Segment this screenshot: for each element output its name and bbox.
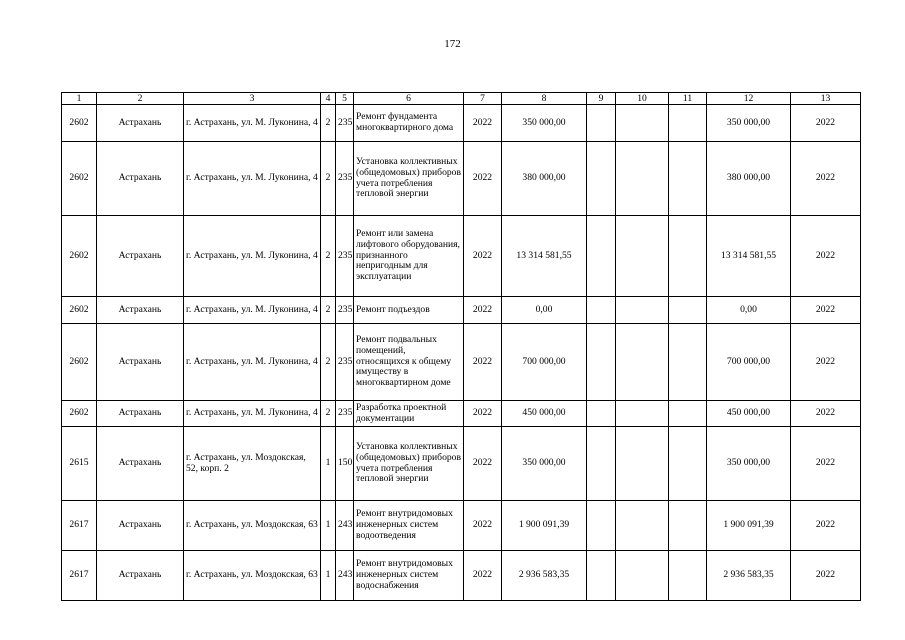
cell-col-5: 243 xyxy=(336,551,354,601)
cell-col-10 xyxy=(616,297,669,324)
cell-col-4: 2 xyxy=(321,324,336,401)
cell-number: 2617 xyxy=(62,501,97,551)
cell-address: г. Астрахань, ул. М. Луконина, 4 xyxy=(184,105,321,142)
cell-end-year: 2022 xyxy=(791,401,861,427)
cell-year: 2022 xyxy=(464,105,502,142)
cell-work-type: Ремонт подъездов xyxy=(354,297,464,324)
cell-end-year: 2022 xyxy=(791,551,861,601)
cell-col-9 xyxy=(587,427,616,501)
cell-col-10 xyxy=(616,105,669,142)
cell-city: Астрахань xyxy=(97,551,184,601)
cell-col-5: 235 xyxy=(336,105,354,142)
cell-total: 450 000,00 xyxy=(707,401,791,427)
cell-city: Астрахань xyxy=(97,324,184,401)
header-row xyxy=(62,93,861,105)
table-row xyxy=(62,105,861,142)
cell-year: 2022 xyxy=(464,324,502,401)
cell-address: г. Астрахань, ул. М. Луконина, 4 xyxy=(184,401,321,427)
cell-work-type: Ремонт внутридомовых инженерных систем водоотведения xyxy=(354,501,464,551)
cell-total: 2 936 583,35 xyxy=(707,551,791,601)
column-header: 6 xyxy=(354,93,464,105)
cell-cost: 380 000,00 xyxy=(502,142,587,216)
cell-number: 2602 xyxy=(62,105,97,142)
cell-col-4: 2 xyxy=(321,401,336,427)
cell-col-10 xyxy=(616,142,669,216)
cell-col-4: 1 xyxy=(321,501,336,551)
cell-year: 2022 xyxy=(464,427,502,501)
cell-col-4: 2 xyxy=(321,105,336,142)
cell-year: 2022 xyxy=(464,401,502,427)
cell-cost: 2 936 583,35 xyxy=(502,551,587,601)
table-row xyxy=(62,551,861,601)
cell-address: г. Астрахань, ул. Моздокская, 63 xyxy=(184,551,321,601)
cell-city: Астрахань xyxy=(97,501,184,551)
column-header: 7 xyxy=(464,93,502,105)
cell-col-11 xyxy=(669,501,707,551)
cell-col-9 xyxy=(587,216,616,297)
cell-end-year: 2022 xyxy=(791,501,861,551)
cell-end-year: 2022 xyxy=(791,142,861,216)
cell-col-5: 235 xyxy=(336,401,354,427)
cell-col-4: 2 xyxy=(321,216,336,297)
column-header: 3 xyxy=(184,93,321,105)
page-number: 172 xyxy=(444,38,461,50)
column-header: 9 xyxy=(587,93,616,105)
cell-cost: 350 000,00 xyxy=(502,427,587,501)
cell-work-type: Ремонт или замена лифтового оборудования, признанного непригодным для эксплуатации xyxy=(354,216,464,297)
cell-col-9 xyxy=(587,551,616,601)
cell-address: г. Астрахань, ул. Моздокская, 63 xyxy=(184,501,321,551)
cell-col-5: 235 xyxy=(336,216,354,297)
cell-col-10 xyxy=(616,427,669,501)
cell-end-year: 2022 xyxy=(791,427,861,501)
cell-total: 0,00 xyxy=(707,297,791,324)
cell-work-type: Ремонт фундамента многоквартирного дома xyxy=(354,105,464,142)
cell-city: Астрахань xyxy=(97,427,184,501)
cell-address: г. Астрахань, ул. М. Луконина, 4 xyxy=(184,142,321,216)
cell-number: 2615 xyxy=(62,427,97,501)
cell-col-10 xyxy=(616,501,669,551)
cell-cost: 700 000,00 xyxy=(502,324,587,401)
cell-total: 13 314 581,55 xyxy=(707,216,791,297)
cell-year: 2022 xyxy=(464,551,502,601)
table-row xyxy=(62,501,861,551)
cell-cost: 350 000,00 xyxy=(502,105,587,142)
cell-col-9 xyxy=(587,501,616,551)
cell-address: г. Астрахань, ул. М. Луконина, 4 xyxy=(184,297,321,324)
works-table xyxy=(61,92,861,601)
cell-col-4: 1 xyxy=(321,427,336,501)
cell-total: 350 000,00 xyxy=(707,427,791,501)
cell-col-5: 150 xyxy=(336,427,354,501)
table-row xyxy=(62,401,861,427)
column-header: 5 xyxy=(336,93,354,105)
cell-address: г. Астрахань, ул. М. Луконина, 4 xyxy=(184,324,321,401)
cell-city: Астрахань xyxy=(97,297,184,324)
column-header: 8 xyxy=(502,93,587,105)
table-row xyxy=(62,427,861,501)
cell-col-9 xyxy=(587,142,616,216)
cell-work-type: Разработка проектной документации xyxy=(354,401,464,427)
cell-col-10 xyxy=(616,324,669,401)
cell-col-11 xyxy=(669,297,707,324)
cell-end-year: 2022 xyxy=(791,216,861,297)
cell-city: Астрахань xyxy=(97,401,184,427)
cell-work-type: Установка коллективных (общедомовых) приборов учета потребления тепловой энергии xyxy=(354,427,464,501)
cell-col-11 xyxy=(669,142,707,216)
cell-work-type: Ремонт внутридомовых инженерных систем водоснабжения xyxy=(354,551,464,601)
column-header: 13 xyxy=(791,93,861,105)
cell-col-9 xyxy=(587,324,616,401)
column-header: 4 xyxy=(321,93,336,105)
cell-cost: 0,00 xyxy=(502,297,587,324)
cell-year: 2022 xyxy=(464,216,502,297)
cell-year: 2022 xyxy=(464,501,502,551)
cell-col-11 xyxy=(669,216,707,297)
cell-number: 2617 xyxy=(62,551,97,601)
cell-number: 2602 xyxy=(62,401,97,427)
column-header: 2 xyxy=(97,93,184,105)
cell-work-type: Установка коллективных (общедомовых) приборов учета потребления тепловой энергии xyxy=(354,142,464,216)
column-header: 10 xyxy=(616,93,669,105)
cell-total: 1 900 091,39 xyxy=(707,501,791,551)
cell-col-4: 1 xyxy=(321,551,336,601)
cell-city: Астрахань xyxy=(97,216,184,297)
cell-col-9 xyxy=(587,105,616,142)
cell-col-9 xyxy=(587,297,616,324)
cell-city: Астрахань xyxy=(97,142,184,216)
cell-col-5: 235 xyxy=(336,297,354,324)
cell-end-year: 2022 xyxy=(791,324,861,401)
cell-number: 2602 xyxy=(62,297,97,324)
cell-address: г. Астрахань, ул. Моздокская, 52, корп. 2 xyxy=(184,427,321,501)
cell-total: 350 000,00 xyxy=(707,105,791,142)
cell-total: 380 000,00 xyxy=(707,142,791,216)
cell-address: г. Астрахань, ул. М. Луконина, 4 xyxy=(184,216,321,297)
cell-city: Астрахань xyxy=(97,105,184,142)
cell-col-10 xyxy=(616,401,669,427)
cell-col-11 xyxy=(669,105,707,142)
column-header: 1 xyxy=(62,93,97,105)
table-row xyxy=(62,297,861,324)
table-row xyxy=(62,216,861,297)
cell-number: 2602 xyxy=(62,324,97,401)
cell-col-11 xyxy=(669,324,707,401)
column-header: 12 xyxy=(707,93,791,105)
cell-number: 2602 xyxy=(62,142,97,216)
table-row xyxy=(62,324,861,401)
cell-col-5: 235 xyxy=(336,142,354,216)
column-header: 11 xyxy=(669,93,707,105)
cell-number: 2602 xyxy=(62,216,97,297)
cell-end-year: 2022 xyxy=(791,105,861,142)
cell-cost: 450 000,00 xyxy=(502,401,587,427)
cell-col-9 xyxy=(587,401,616,427)
cell-cost: 1 900 091,39 xyxy=(502,501,587,551)
table-row xyxy=(62,142,861,216)
cell-work-type: Ремонт подвальных помещений, относящихся к общему имуществу в многоквартирном доме xyxy=(354,324,464,401)
cell-col-5: 235 xyxy=(336,324,354,401)
cell-col-4: 2 xyxy=(321,297,336,324)
cell-col-10 xyxy=(616,551,669,601)
cell-cost: 13 314 581,55 xyxy=(502,216,587,297)
cell-year: 2022 xyxy=(464,297,502,324)
cell-col-11 xyxy=(669,401,707,427)
cell-total: 700 000,00 xyxy=(707,324,791,401)
cell-col-11 xyxy=(669,551,707,601)
table-body xyxy=(62,105,861,601)
cell-end-year: 2022 xyxy=(791,297,861,324)
cell-year: 2022 xyxy=(464,142,502,216)
cell-col-11 xyxy=(669,427,707,501)
cell-col-10 xyxy=(616,216,669,297)
cell-col-5: 243 xyxy=(336,501,354,551)
cell-col-4: 2 xyxy=(321,142,336,216)
